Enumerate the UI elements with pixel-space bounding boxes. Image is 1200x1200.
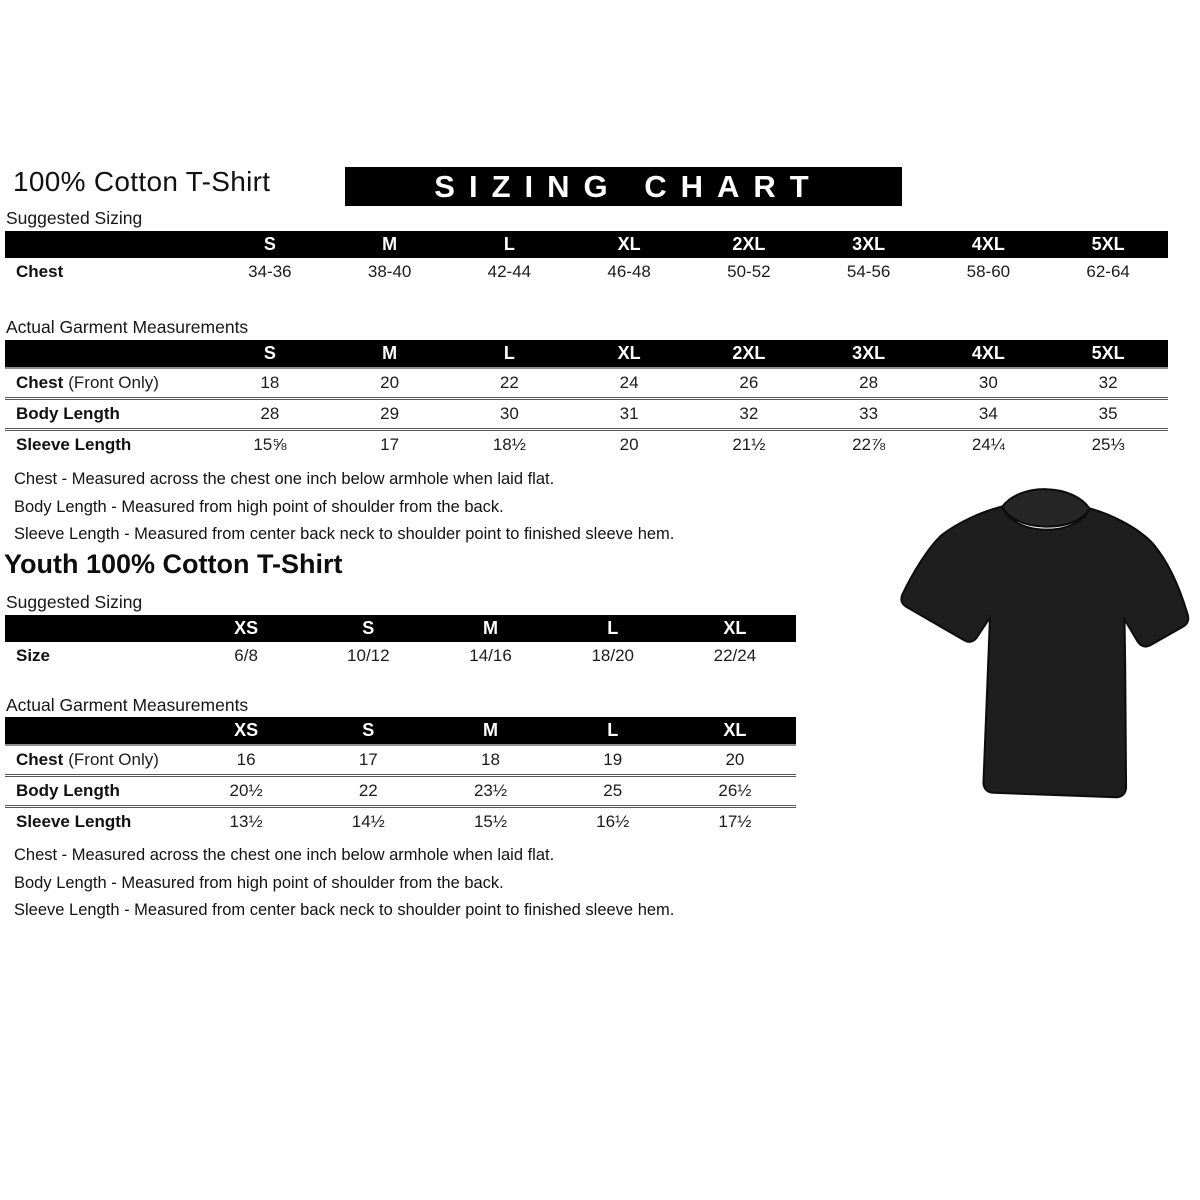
row-label: Body Length [16,404,120,423]
column-header: 4XL [971,343,1005,363]
cell: 18 [481,750,500,769]
adult-actual-measurements-label: Actual Garment Measurements [6,317,249,337]
cell: 28 [859,373,879,392]
cell: 24¼ [971,435,1005,454]
column-header: L [503,234,515,254]
column-header: 5XL [1091,234,1125,254]
cell: 54-56 [846,262,891,281]
cell: 33 [859,404,879,423]
note-body-length: Body Length - Measured from high point of shoulder from the back. [14,873,504,892]
table-row-sleeve-length [5,428,1168,459]
cell: 15½ [473,812,508,831]
table-header-row [5,231,1168,258]
cell: 30 [499,404,519,423]
cell: 34 [978,404,998,423]
youth-measurement-notes [14,842,674,925]
column-header: XS [234,618,259,638]
note-sleeve-length: Sleeve Length - Measured from center back neck to shoulder point to finished sleeve hem. [14,901,675,919]
column-header: M [382,343,398,363]
cell: 20 [380,373,400,392]
note-chest: Chest - Measured across the chest one inch below armhole when laid flat. [14,470,555,488]
cell: 38-40 [367,262,412,281]
column-header: 2XL [732,234,766,254]
cell: 20 [619,435,639,454]
cell: 14/16 [469,646,512,665]
cell: 34-36 [248,262,292,281]
cell: 50-52 [727,262,771,281]
table-header-row [5,340,1168,369]
cell: 32 [739,404,759,423]
cell: 6/8 [234,646,258,665]
youth-suggested-sizing-table [5,615,796,670]
cell: 24 [619,373,639,392]
row-label: Sleeve Length [16,435,132,454]
column-header: XL [723,720,747,740]
cell: 19 [603,750,623,769]
cell: 28 [260,404,280,423]
cell: 17½ [718,812,752,831]
note-sleeve-length: Sleeve Length - Measured from center back neck to shoulder point to finished sleeve hem. [14,525,675,543]
column-header: 3XL [852,234,886,254]
cell: 29 [380,404,400,423]
table-header-row [5,717,796,746]
cell: 22⅞ [852,435,886,454]
cell: 25 [603,781,623,800]
table-row-body-length [5,397,1168,428]
column-header: M [382,234,398,254]
row-label: Chest [16,262,64,281]
adult-measurement-notes [14,466,674,549]
column-header: 3XL [852,343,886,363]
cell: 32 [1098,373,1118,392]
cell: 17 [358,750,378,769]
cell: 62-64 [1086,262,1130,281]
cell: 35 [1098,404,1118,423]
column-header: S [263,343,276,363]
table-row-chest [5,746,796,774]
cell: 15⅝ [253,435,287,454]
column-header: S [362,618,375,638]
cell: 13½ [229,812,263,831]
adult-actual-measurements-table [5,340,1168,459]
cell: 21½ [732,435,766,454]
black-tshirt-graphic [886,471,1199,821]
cell: 26½ [718,781,752,800]
row-label: Chest (Front Only) [16,373,159,392]
column-header: M [483,618,498,638]
column-header: XL [617,343,641,363]
cell: 22/24 [713,646,757,665]
row-label: Sleeve Length [16,812,132,831]
row-label: Chest (Front Only) [16,750,159,769]
youth-section-title: Youth 100% Cotton T-Shirt [4,549,343,579]
cell: 22 [499,373,519,392]
cell: 20 [725,750,745,769]
adult-suggested-sizing-table [5,231,1168,286]
column-header: L [607,618,619,638]
cell: 22 [358,781,378,800]
table-row-body-length [5,774,796,805]
page-title: 100% Cotton T-Shirt [13,166,271,197]
table-row-sleeve-length [5,805,796,836]
cell: 42-44 [487,262,532,281]
column-header: S [362,720,375,740]
cell: 14½ [351,812,385,831]
cell: 23½ [473,781,508,800]
row-label: Size [16,646,51,665]
cell: 26 [739,373,759,392]
cell: 17 [380,435,400,454]
youth-actual-measurements-table [5,717,796,836]
column-header: 4XL [971,234,1005,254]
column-header: M [483,720,498,740]
cell: 46-48 [607,262,651,281]
column-header: 2XL [732,343,766,363]
column-header: XL [617,234,641,254]
table-row-size [5,642,796,670]
row-label: Body Length [16,781,120,800]
column-header: XS [234,720,259,740]
column-header: XL [723,618,747,638]
youth-actual-measurements-label: Actual Garment Measurements [6,695,249,715]
column-header: 5XL [1091,343,1125,363]
youth-suggested-sizing-label: Suggested Sizing [6,592,143,612]
tshirt-image [886,471,1199,821]
column-header: L [607,720,619,740]
sizing-chart-banner-text: SIZING CHART [434,168,823,204]
cell: 30 [978,373,998,392]
column-header: S [263,234,276,254]
cell: 31 [619,404,639,423]
cell: 16½ [596,812,630,831]
cell: 10/12 [347,646,390,665]
cell: 18/20 [591,646,634,665]
cell: 18 [260,373,280,392]
column-header: L [503,343,515,363]
table-header-row [5,615,796,642]
table-row-chest [5,369,1168,397]
note-body-length: Body Length - Measured from high point of shoulder from the back. [14,497,504,516]
sizing-chart-banner [345,167,902,206]
note-chest: Chest - Measured across the chest one inch below armhole when laid flat. [14,846,555,864]
cell: 16 [236,750,256,769]
adult-suggested-sizing-label: Suggested Sizing [6,208,143,228]
cell: 18½ [492,435,526,454]
cell: 25⅓ [1091,435,1125,454]
cell: 20½ [229,781,263,800]
cell: 58-60 [966,262,1011,281]
table-row [5,258,1168,286]
